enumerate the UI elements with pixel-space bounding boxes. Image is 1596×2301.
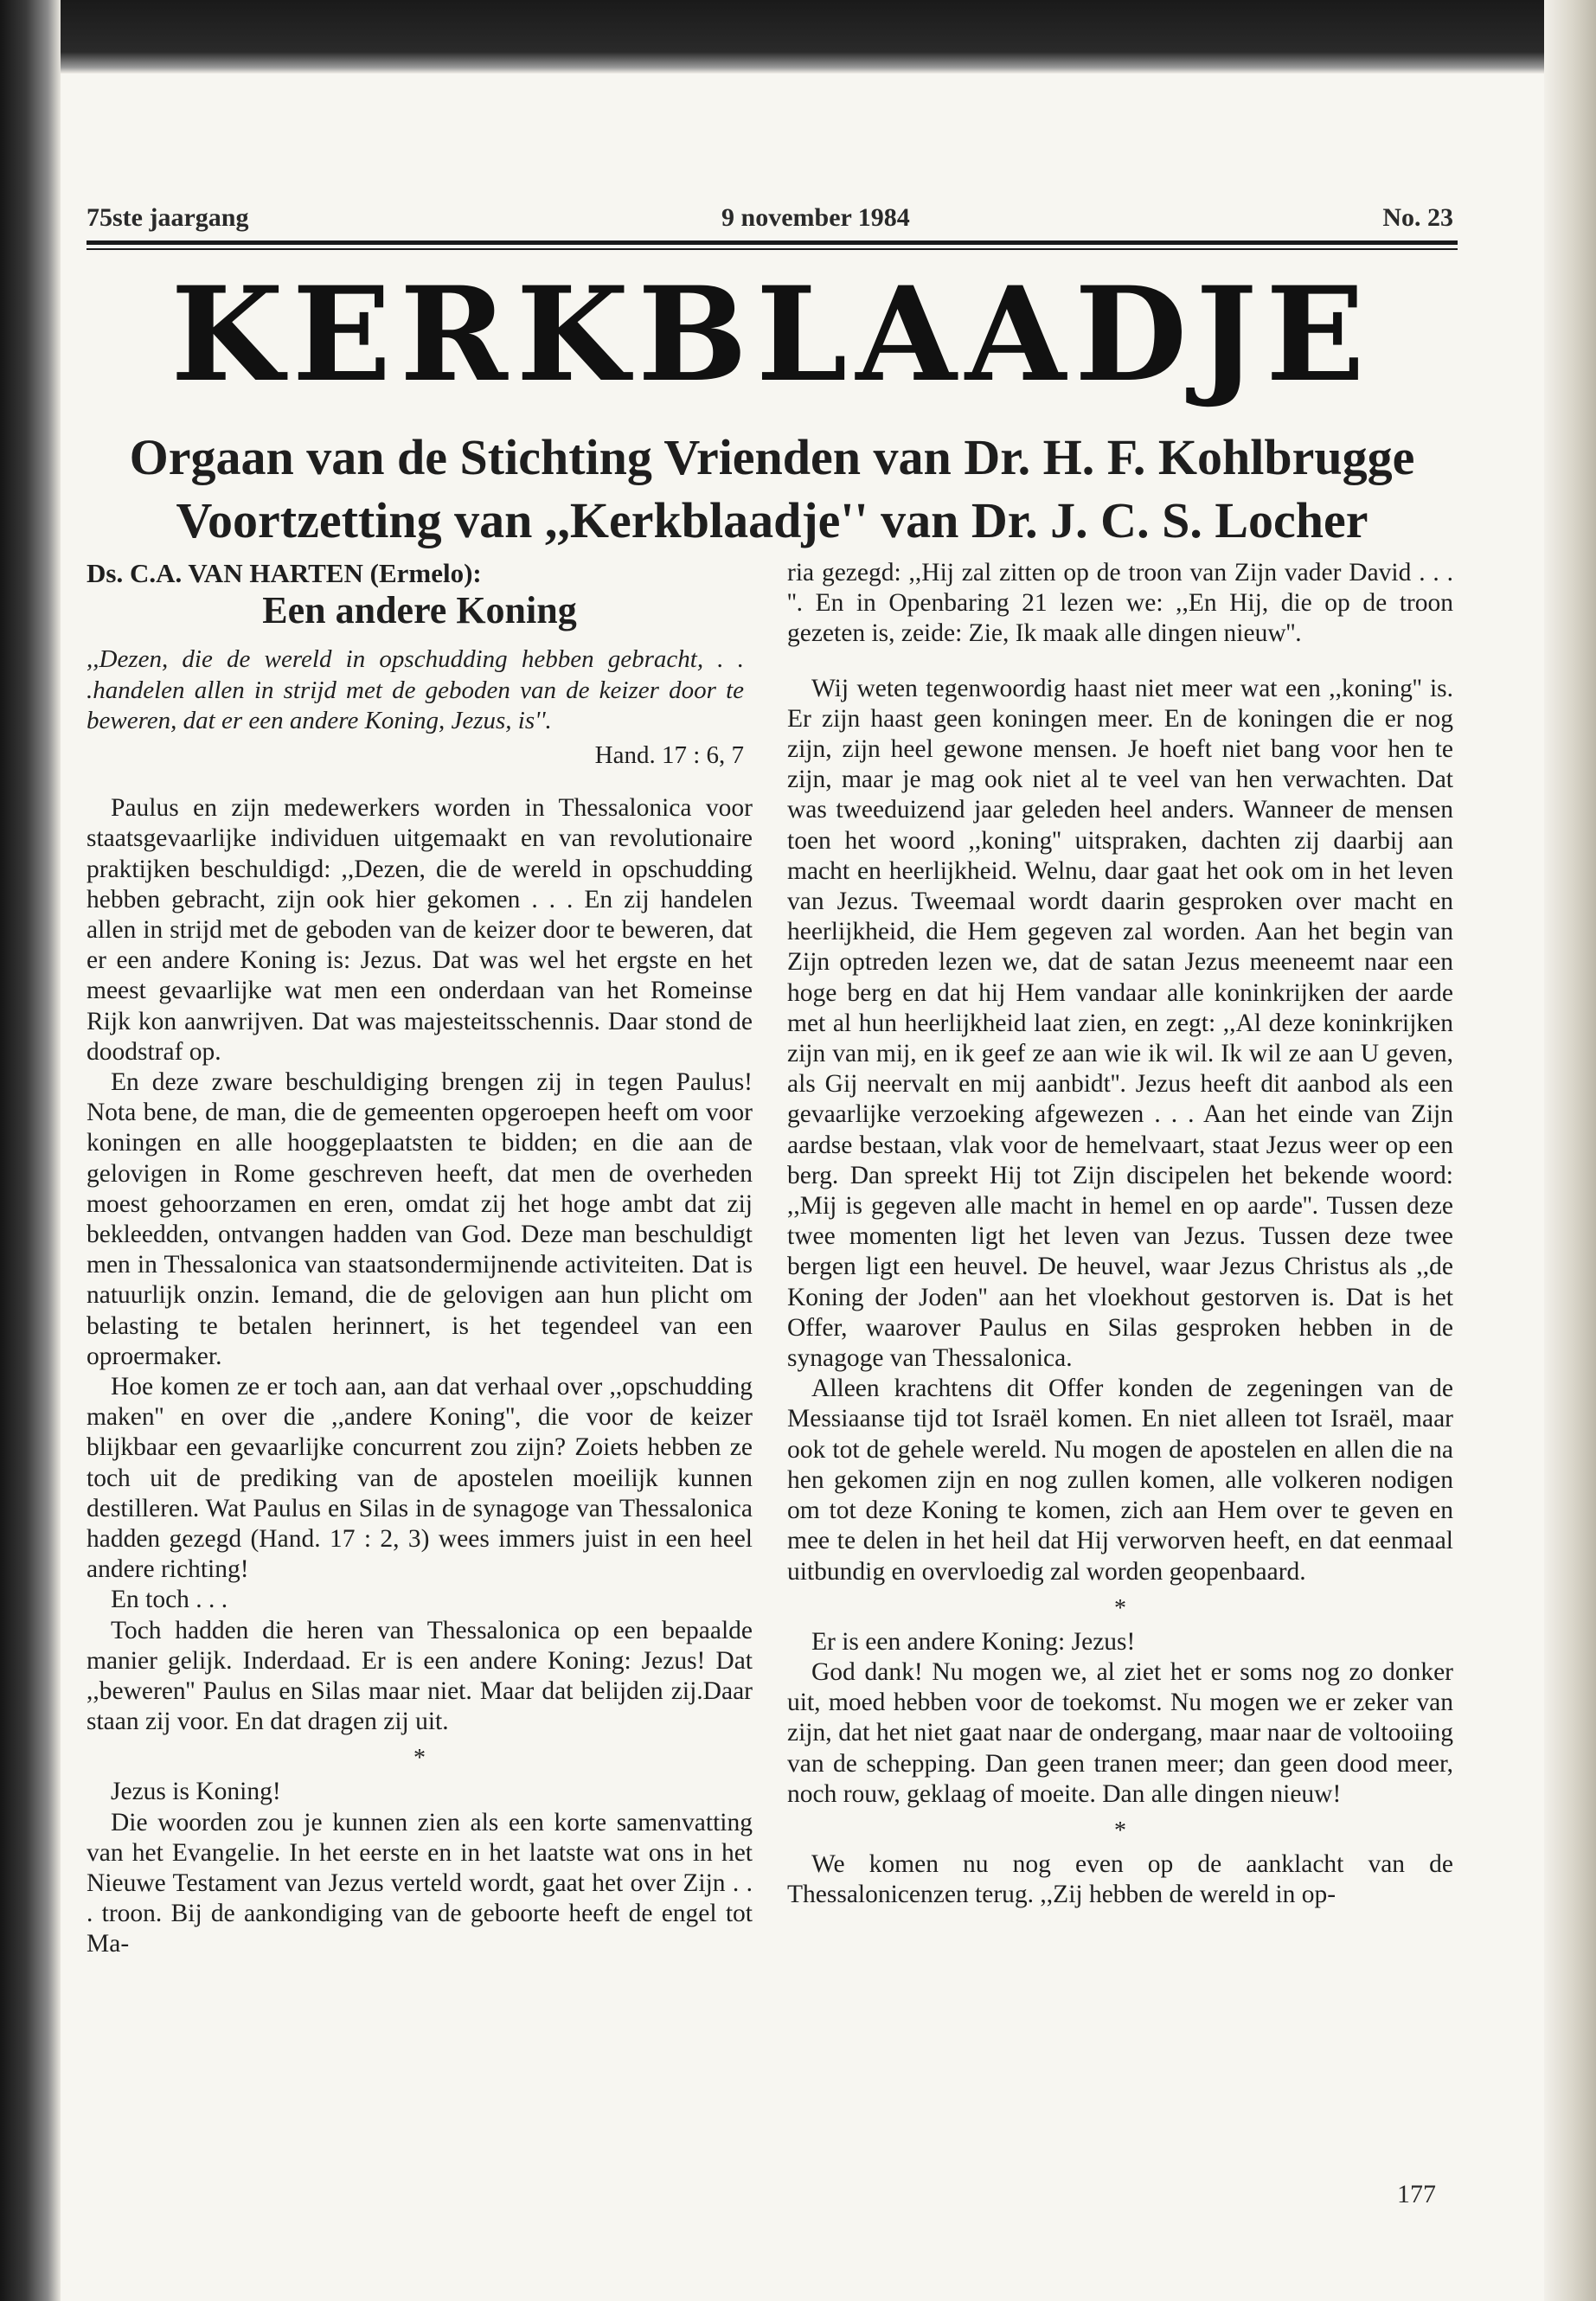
left-column: [87, 558, 753, 1960]
body-paragraph: Hoe komen ze er toch aan, aan dat verhaal over ,,opschudding maken'' en over die ,,andere Koning'', die voor de keizer blijkbaar een gevaarlijke concurrent zou zijn? Zoiets hebben ze toch uit de prediking van de apostelen moeilijk kunnen destilleren. Wat Paulus en Silas in de synagoge van Thessalonica hadden gezegd (Hand. 17 : 2, 3) wees immers juist in een heel andere richting!: [87, 1372, 753, 1584]
epigraph-quote: ,,Dezen, die de wereld in opschudding hebben gebracht, . . .handelen allen in strijd met de geboden van de keizer door te beweren, dat er een andere Koning, Jezus, is''.: [87, 645, 744, 735]
body-paragraph: En deze zware beschuldiging brengen zij in tegen Paulus! Nota bene, de man, die de gemeenten opgeroepen heeft om voor koningen en alle hooggeplaatsten te bidden; en die aan de gelovigen in Rome geschreven heeft, dat men de overheden moest gehoorzamen en eren, omdat zij het hoge ambt dat zij bekleedden, ontvangen hadden van God. Deze man beschuldigt men in Thessalonica van staatsondermijnende activiteiten. Dat is natuurlijk onzin. Iemand, die de gelovigen aan hun plicht om belasting te betalen herinnert, is het tegendeel van een oproermaker.: [87, 1067, 753, 1370]
section-separator-star: *: [413, 1745, 426, 1772]
body-paragraph: Paulus en zijn medewerkers worden in Thessalonica voor staatsgevaarlijke individuen uitgemaakt en van revolutionaire praktijken beschuldigd: ,,Dezen, die de wereld in opschudding hebben gebracht, zijn ook hier gekomen . . . En zij handelen allen in strijd met de geboden van de keizer door te beweren, dat er een andere Koning is: Jezus. Dat was wel het ergste en het meest gevaarlijke wat men een onderdaan van het Romeinse Rijk kon aanwrijven. Dat was majesteitsschennis. Daar stond de doodstraf op.: [87, 794, 753, 1066]
body-paragraph: Toch hadden die heren van Thessalonica op een bepaalde manier gelijk. Inderdaad. Er is een andere Koning: Jezus! Dat ,,beweren'' Paulus en Silas maar niet. Maar dat belijden zij.Daar staan zij voor. En dat dragen zij uit.: [87, 1616, 753, 1736]
body-paragraph: Alleen krachtens dit Offer konden de zegeningen van de Messiaanse tijd tot Israël komen. En niet alleen tot Israël, maar ook tot de gehele wereld. Nu mogen de apostelen en allen die na hen gekomen zijn en nog zullen komen, alle volkeren nodigen om tot deze Koning te komen, zich aan Hem over te geven en mee te delen in het heil dat Hij verworven heeft, en dat eenmaal uitbundig en overvloedig zal worden geopenbaard.: [787, 1375, 1453, 1586]
page-edge-shadow: [1544, 0, 1596, 2301]
section-separator-star: *: [1114, 1594, 1126, 1622]
body-paragraph: En toch . . .: [111, 1586, 228, 1614]
body-paragraph: Die woorden zou je kunnen zien als een korte samenvatting van het Evangelie. In het eerste en in het laatste wat ons in het Nieuwe Testament van Jezus verteld wordt, gaat het over Zijn . . . troon. Bij de aankondiging van de geboorte heeft de engel tot Ma-: [87, 1808, 753, 1958]
masthead-rule-thin: [87, 248, 1458, 250]
right-column: [787, 558, 1453, 1910]
masthead-info-line: [87, 203, 1453, 233]
section-separator-star: *: [1114, 1817, 1126, 1844]
volume-label: 75ste jaargang: [87, 203, 249, 232]
article-title: Een andere Koning: [262, 589, 577, 632]
body-paragraph: We komen nu nog even op de aanklacht van de Thessalonicenzen terug. ,,Zij hebben de wereld in op-: [787, 1849, 1453, 1909]
binding-spine: [0, 0, 61, 2301]
page-number: 177: [1397, 2180, 1436, 2208]
issue-date: 9 november 1984: [721, 203, 910, 232]
masthead-rule-thick: [87, 240, 1458, 245]
body-paragraph: Wij weten tegenwoordig haast niet meer wat een ,,koning'' is. Er zijn haast geen koningen meer. En de koningen die er nog zijn, zijn heel gewone mensen. Je hoeft niet bang voor hen te zijn, maar je mag ook niet al te veel van hen verwachten. Dat was tweeduizend jaar geleden heel anders. Wanneer de mensen toen het woord ,,koning'' uitspraken, dachten zij daarbij aan macht en heerlijkheid. Welnu, daar gaat het ook om in het leven van Jezus. Tweemaal wordt daarin gesproken over macht en heerlijkheid, die Hem gegeven zal worden. Aan het begin van Zijn optreden lezen we, dat de satan Jezus meeneemt naar een hoge berg en dat hij Hem vandaar alle koninkrijken der aarde met al hun heerlijkheid laat zien, en zegt: ,,Al deze koninkrijken zijn van mij, en ik geef ze aan wie ik wil. Ik wil ze aan U geven, als Gij neervalt en mij aanbidt''. Jezus heeft dit aanbod als een gevaarlijke verzoeking afgewezen . . . Aan het einde van Zijn aardse bestaan, vlak voor de hemelvaart, staat Jezus weer op een berg. Dan spreekt Hij tot Zijn discipelen het bekende woord: ,,Mij is gegeven alle macht in hemel en op aarde''. Tussen deze twee momenten ligt het leven van Jezus. Tussen deze twee bergen ligt een heuvel. De heuvel, waar Jezus Christus als ,,de Koning der Joden'' aan het vloekhout gestorven is. Dat is het Offer, waarover Paulus en Silas gesproken hebben in de synagoge van Thessalonica.: [787, 674, 1453, 1373]
masthead-subtitle-2: Voortzetting van ,,Kerkblaadje'' van Dr. J. C. S. Locher: [176, 492, 1368, 548]
masthead-subtitle-1: Orgaan van de Stichting Vrienden van Dr. H. F. Kohlbrugge: [129, 429, 1415, 485]
masthead-title: KERKBLAADJE: [170, 259, 1374, 411]
body-paragraph: Er is een andere Koning: Jezus!: [811, 1627, 1136, 1656]
article-author: Ds. C.A. VAN HARTEN (Ermelo):: [87, 558, 482, 588]
epigraph-reference: Hand. 17 : 6, 7: [594, 740, 744, 769]
body-paragraph: God dank! Nu mogen we, al ziet het er soms nog zo donker uit, moed hebben voor de toekomst. Nu mogen we er zeker van zijn, dat het niet gaat naar de ondergang, maar naar de voltooiing van de schepping. Dan geen tranen meer; dan geen dood meer, noch rouw, geklaag of moeite. Dan alle dingen nieuw!: [787, 1657, 1453, 1808]
binding-top-edge: [0, 0, 1596, 74]
issue-number: No. 23: [1382, 203, 1453, 232]
body-paragraph: ria gezegd: ,,Hij zal zitten op de troon van Zijn vader David . . . ''. En in Openbaring 21 lezen we: ,,En Hij, die op de troon gezeten is, zeide: Zie, Ik maak alle dingen nieuw''.: [787, 559, 1453, 648]
body-paragraph: Jezus is Koning!: [111, 1778, 281, 1806]
